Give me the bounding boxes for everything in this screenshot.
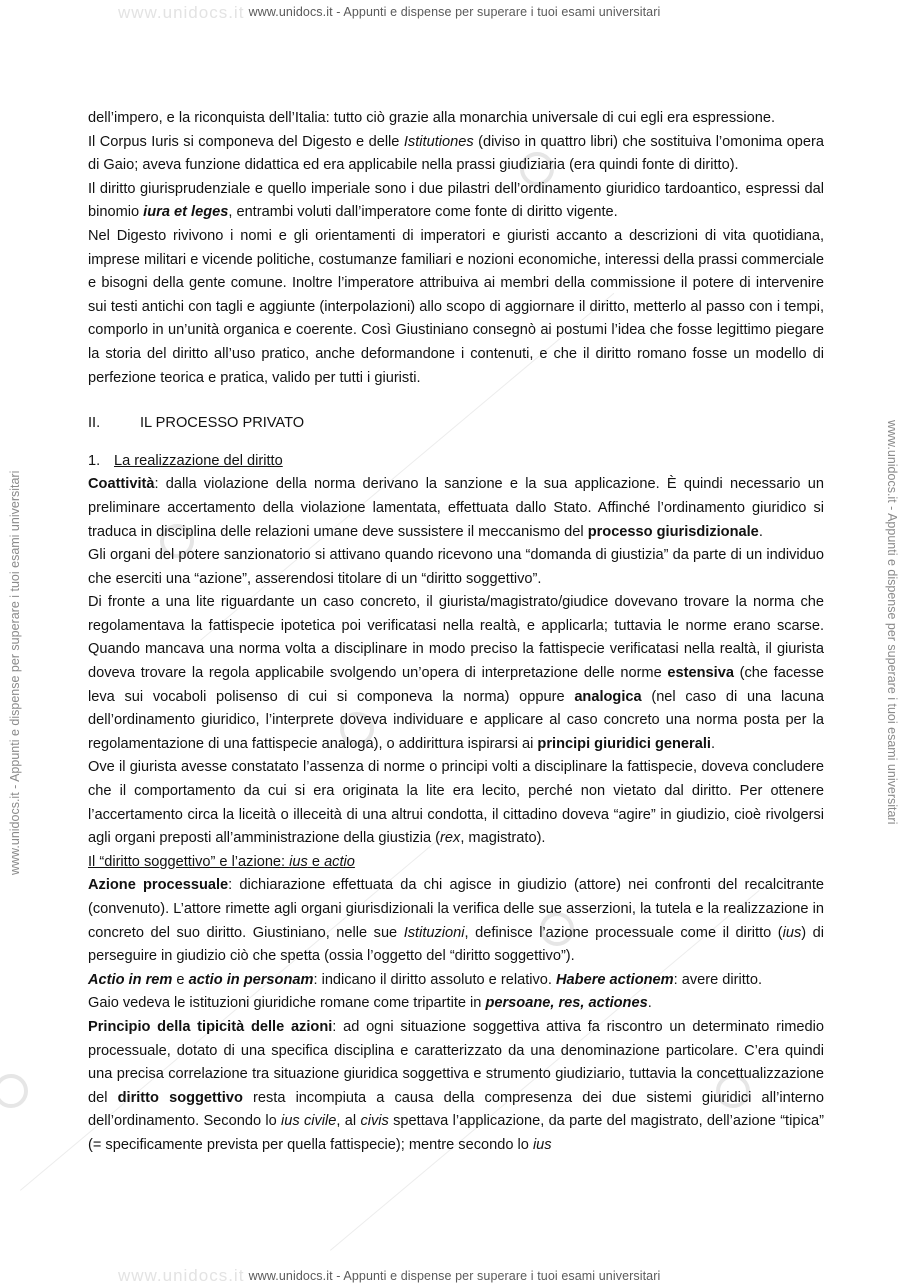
subsection-heading: Il “diritto soggettivo” e l’azione: ius e actio — [88, 853, 355, 870]
watermark-footer: www.unidocs.it - Appunti e dispense per superare i tuoi esami universitari — [248, 1269, 661, 1283]
paragraph: Il Corpus Iuris si componeva del Digesto e delle Istitutiones (diviso in quattro libri) che sostituiva l’omonima opera di Gaio; aveva funzione didattica ed era applicabile nella prassi giudiziaria (era quindi fonte di diritto). — [88, 133, 824, 174]
paragraph: Gli organi del potere sanzionatorio si attivano quando ricevono una “domanda di giustizia” da parte di un individuo che eserciti una “azione”, asserendosi titolare di un “diritto soggettivo”. — [88, 547, 824, 587]
paragraph: Il diritto giurisprudenziale e quello imperiale sono i due pilastri dell’ordinamento giuridico tardoantico, espressi dal binomio iura et leges, entrambi voluti dall’imperatore come fonte di diritto vigente. — [88, 180, 824, 221]
document-body — [88, 107, 824, 1158]
paragraph: dell’impero, e la riconquista dell’Italia: tutto ciò grazie alla monarchia universale di cui egli era espressione. — [88, 110, 776, 126]
watermark-side-left: www.unidocs.it - Appunti e dispense per superare i tuoi esami universitari — [8, 470, 22, 875]
watermark-logo-icon — [0, 1074, 28, 1108]
watermark-header: www.unidocs.it - Appunti e dispense per superare i tuoi esami universitari — [248, 5, 661, 19]
paragraph: Principio della tipicità delle azioni: ad ogni situazione soggettiva attiva fa riscontro un determinato rimedio processuale, dotato di una specifica disciplina e caratterizzato da una denominazione particolare. C’era quindi una precisa correlazione tra situazione giuridica soggettiva e strumento giudiziario, tuttavia la concettualizzazione del diritto soggettivo resta incompiuta a causa della compresenza dei due sistemi giuridici all’interno dell’ordinamento. Secondo lo ius civile, al civis spettava l’applicazione, da parte del magistrato, dell’azione “tipica” (= specificamente prevista per quella fattispecie); mentre secondo lo ius — [88, 1018, 824, 1153]
subsection-heading: 1. La realizzazione del diritto — [88, 452, 283, 469]
watermark-ghost-bottom: www.unidocs.it — [118, 1266, 245, 1285]
section-heading: II. IL PROCESSO PRIVATO — [88, 415, 305, 432]
paragraph: Azione processuale: dichiarazione effettuata da chi agisce in giudizio (attore) nei confronti del recalcitrante (convenuto). L’attore rimette agli organi giurisdizionali la verifica delle sue asserzioni, la tutela e la realizzazione in concreto del suo diritto. Giustiniano, nelle sue Istituzioni, definisce l’azione processuale come il diritto (ius) di perseguire in giudizio ciò che spetta (ossia l’oggetto del “diritto soggettivo”). — [88, 877, 825, 965]
paragraph: Nel Digesto rivivono i nomi e gli orientamenti di imperatori e giuristi accanto a descrizioni di vita quotidiana, imprese militari e vicende politiche, costumanze familiari e nozioni economiche, interessi della prassi commerciale e bisogni della gente comune. Inoltre l’imperatore attribuiva ai membri della commissione il potere di intervenire sui testi antichi con tagli e aggiunte (interpolazioni) allo scopo di aggiornare il diritto, metterlo al passo con i tempi, comporlo in un’unità organica e coerente. Così Giustiniano consegnò ai postumi l’idea che fosse legittimo piegare la storia del diritto all’uso pratico, anche deformandone i contenuti, e che il diritto romano fosse un modello di perfezione teorica e pratica, valido per tutti i giuristi. — [88, 227, 824, 386]
paragraph: Ove il giurista avesse constatato l’assenza di norme o principi volti a disciplinare la fattispecie, doveva concludere che il comportamento da cui si era originata la lite era lecito, perché non vietato dal diritto. Per ottenere l’accertamento circa la liceità o illeceità di una altrui condotta, il cittadino doveva “agire” in giudizio, cioè rivolgersi agli organi preposti all’amministrazione della giustizia (rex, magistrato). — [88, 759, 824, 847]
paragraph: Coattività: dalla violazione della norma derivano la sanzione e la sua applicazione. È quindi necessario un preliminare accertamento della violazione lamentata, effettuata dallo Stato. Affinché l’ordinamento giuridico si traduca in disciplina delle relazioni umane deve sussistere il meccanismo del processo giurisdizionale. — [88, 476, 824, 540]
paragraph: Di fronte a una lite riguardante un caso concreto, il giurista/magistrato/giudice dovevano trovare la norma che regolamentava la fattispecie ipotetica poi verificatasi nella realtà, e applicarla; tuttavia le norme erano scarse. Quando mancava una norma volta a disciplinare in modo preciso la fattispecie verificatasi nella realtà, il giurista doveva trovare la regola applicabile svolgendo un’opera di interpretazione delle norme estensiva (che facesse leva sui vocaboli polisenso di cui si componeva la norma) oppure analogica (nel caso di una lacuna dell’ordinamento giuridico, l’interprete doveva individuare e applicare al caso concreto una norma posta per la regolamentazione di una fattispecie analoga), o addirittura ispirarsi ai principi giuridici generali. — [88, 594, 825, 752]
watermark-side-right: www.unidocs.it - Appunti e dispense per superare i tuoi esami universitari — [885, 420, 899, 825]
paragraph: Gaio vedeva le istituzioni giuridiche romane come tripartite in persoane, res, actiones. — [88, 995, 652, 1012]
watermark-ghost-top: www.unidocs.it — [118, 3, 245, 22]
paragraph: Actio in rem e actio in personam: indicano il diritto assoluto e relativo. Habere actionem: avere diritto. — [88, 971, 763, 988]
